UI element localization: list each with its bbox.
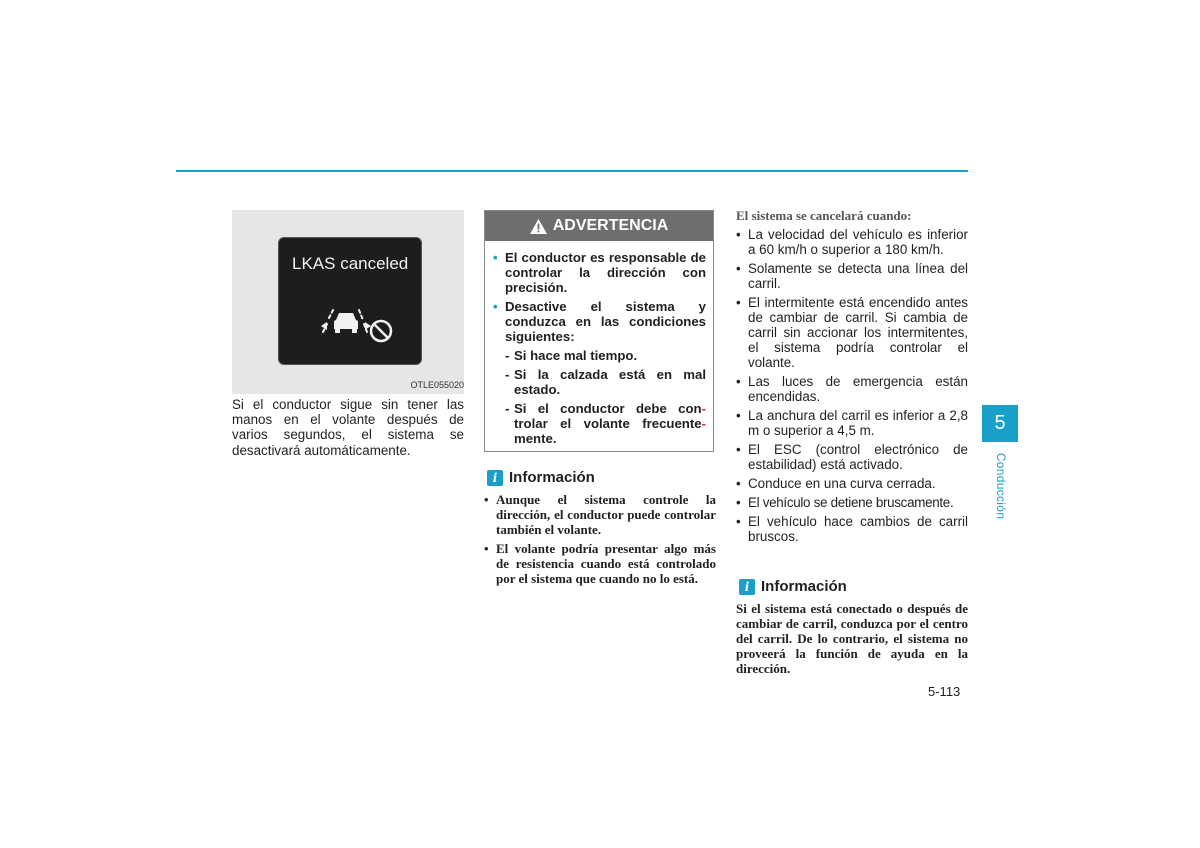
dash: -: [505, 401, 510, 416]
bullet: •: [736, 442, 741, 457]
sub-item-text: Si la calzada está en mal estado.: [514, 367, 706, 397]
warning-item-text: Desactive el sistema y conduzca en las condiciones siguientes:: [505, 299, 706, 344]
bullet: •: [493, 250, 498, 265]
info-item: [484, 541, 716, 586]
sub-item-text: trolar el volante frecuente: [514, 416, 702, 431]
chapter-label: Conducción: [994, 452, 1008, 520]
warning-sub-item: [505, 401, 706, 446]
condition-text: La velocidad del vehículo es inferior a 60 km/h o superior a 180 km/h.: [748, 227, 968, 257]
warning-item: [493, 250, 706, 295]
hyphen: -: [701, 416, 706, 431]
condition-item: [736, 227, 968, 257]
warning-item: [493, 299, 706, 446]
bullet: •: [484, 492, 489, 507]
condition-text: El intermitente está encendido antes de cambiar de carril. Si cambia de carril sin accionar los intermitentes, el sistema podría controlar el volante.: [748, 295, 968, 370]
condition-text: Solamente se detecta una línea del carril.: [748, 261, 968, 291]
bullet: •: [493, 299, 498, 314]
info-icon: i: [739, 579, 755, 595]
info-title: Información: [761, 578, 847, 595]
display-message: LKAS canceled: [292, 254, 409, 273]
dash: -: [505, 367, 510, 382]
warning-box: [484, 210, 714, 452]
chapter-tab: 5: [982, 405, 1018, 442]
header-rule: [176, 170, 968, 172]
warning-list: [485, 241, 713, 446]
warning-item-text: El conductor es responsable de controlar la dirección con precisión.: [505, 250, 706, 295]
bullet: •: [484, 541, 489, 556]
bullet: •: [736, 476, 741, 491]
condition-text: La anchura del carril es inferior a 2,8 m o superior a 4,5 m.: [748, 408, 968, 438]
condition-text: El vehículo se detiene bruscamente.: [748, 495, 954, 510]
bullet: •: [736, 227, 741, 242]
info-icon: i: [487, 470, 503, 486]
auto-deactivation-paragraph: Si el conductor sigue sin tener las manos en el volante después de varios segundos, el sistema se desactivará automáticamente.: [232, 397, 464, 458]
condition-text: El vehículo hace cambios de carril bruscos.: [748, 514, 968, 544]
warning-sub-item: [505, 348, 706, 363]
info-heading: [487, 469, 595, 486]
condition-item: [736, 476, 968, 491]
bullet: •: [736, 495, 741, 510]
cancel-conditions-title: El sistema se cancelará cuando:: [736, 208, 912, 223]
figure-code: OTLE055020: [410, 380, 464, 390]
condition-item: [736, 442, 968, 472]
info-item-text: El volante podría presentar algo más de resistencia cuando está controlado por el sistema que cuando no lo está.: [496, 541, 716, 586]
condition-item: [736, 408, 968, 438]
page-number: 5-113: [928, 684, 961, 699]
bullet: •: [736, 261, 741, 276]
info-title: Información: [509, 469, 595, 486]
info-item-text: Aunque el sistema controle la dirección, el conductor puede controlar también el volante.: [496, 492, 716, 537]
condition-item: [736, 495, 968, 510]
bullet: •: [736, 295, 741, 310]
info-item: [484, 492, 716, 537]
lkas-canceled-icon: [319, 298, 397, 348]
sub-item-text: mente.: [514, 431, 557, 446]
warning-triangle-icon: [530, 219, 547, 234]
bullet: •: [736, 408, 741, 423]
cancel-conditions-list: [736, 227, 968, 548]
warning-sub-list: [505, 348, 706, 446]
condition-item: [736, 261, 968, 291]
info-paragraph: Si el sistema está conectado o después de cambiar de carril, conduzca por el centro del carril. De lo contrario, el sistema no proveerá la función de ayuda en la dirección.: [736, 601, 968, 676]
hyphen: -: [701, 401, 706, 416]
warning-header: [485, 211, 713, 241]
dash: -: [505, 348, 510, 363]
lkas-figure: [232, 210, 464, 394]
sub-item-text: Si hace mal tiempo.: [514, 348, 638, 363]
bullet: •: [736, 374, 741, 389]
condition-text: El ESC (control electrónico de estabilidad) está activado.: [748, 442, 968, 472]
condition-item: [736, 295, 968, 370]
cluster-display: [278, 237, 422, 365]
condition-item: [736, 374, 968, 404]
warning-title: ADVERTENCIA: [552, 217, 669, 234]
condition-text: Las luces de emergencia están encendidas.: [748, 374, 968, 404]
info-list: [484, 492, 716, 590]
info-heading: [739, 578, 847, 595]
bullet: •: [736, 514, 741, 529]
condition-text: Conduce en una curva cerrada.: [748, 476, 936, 491]
condition-item: [736, 514, 968, 544]
sub-item-text: Si el conductor debe con: [514, 401, 702, 416]
warning-sub-item: [505, 367, 706, 397]
